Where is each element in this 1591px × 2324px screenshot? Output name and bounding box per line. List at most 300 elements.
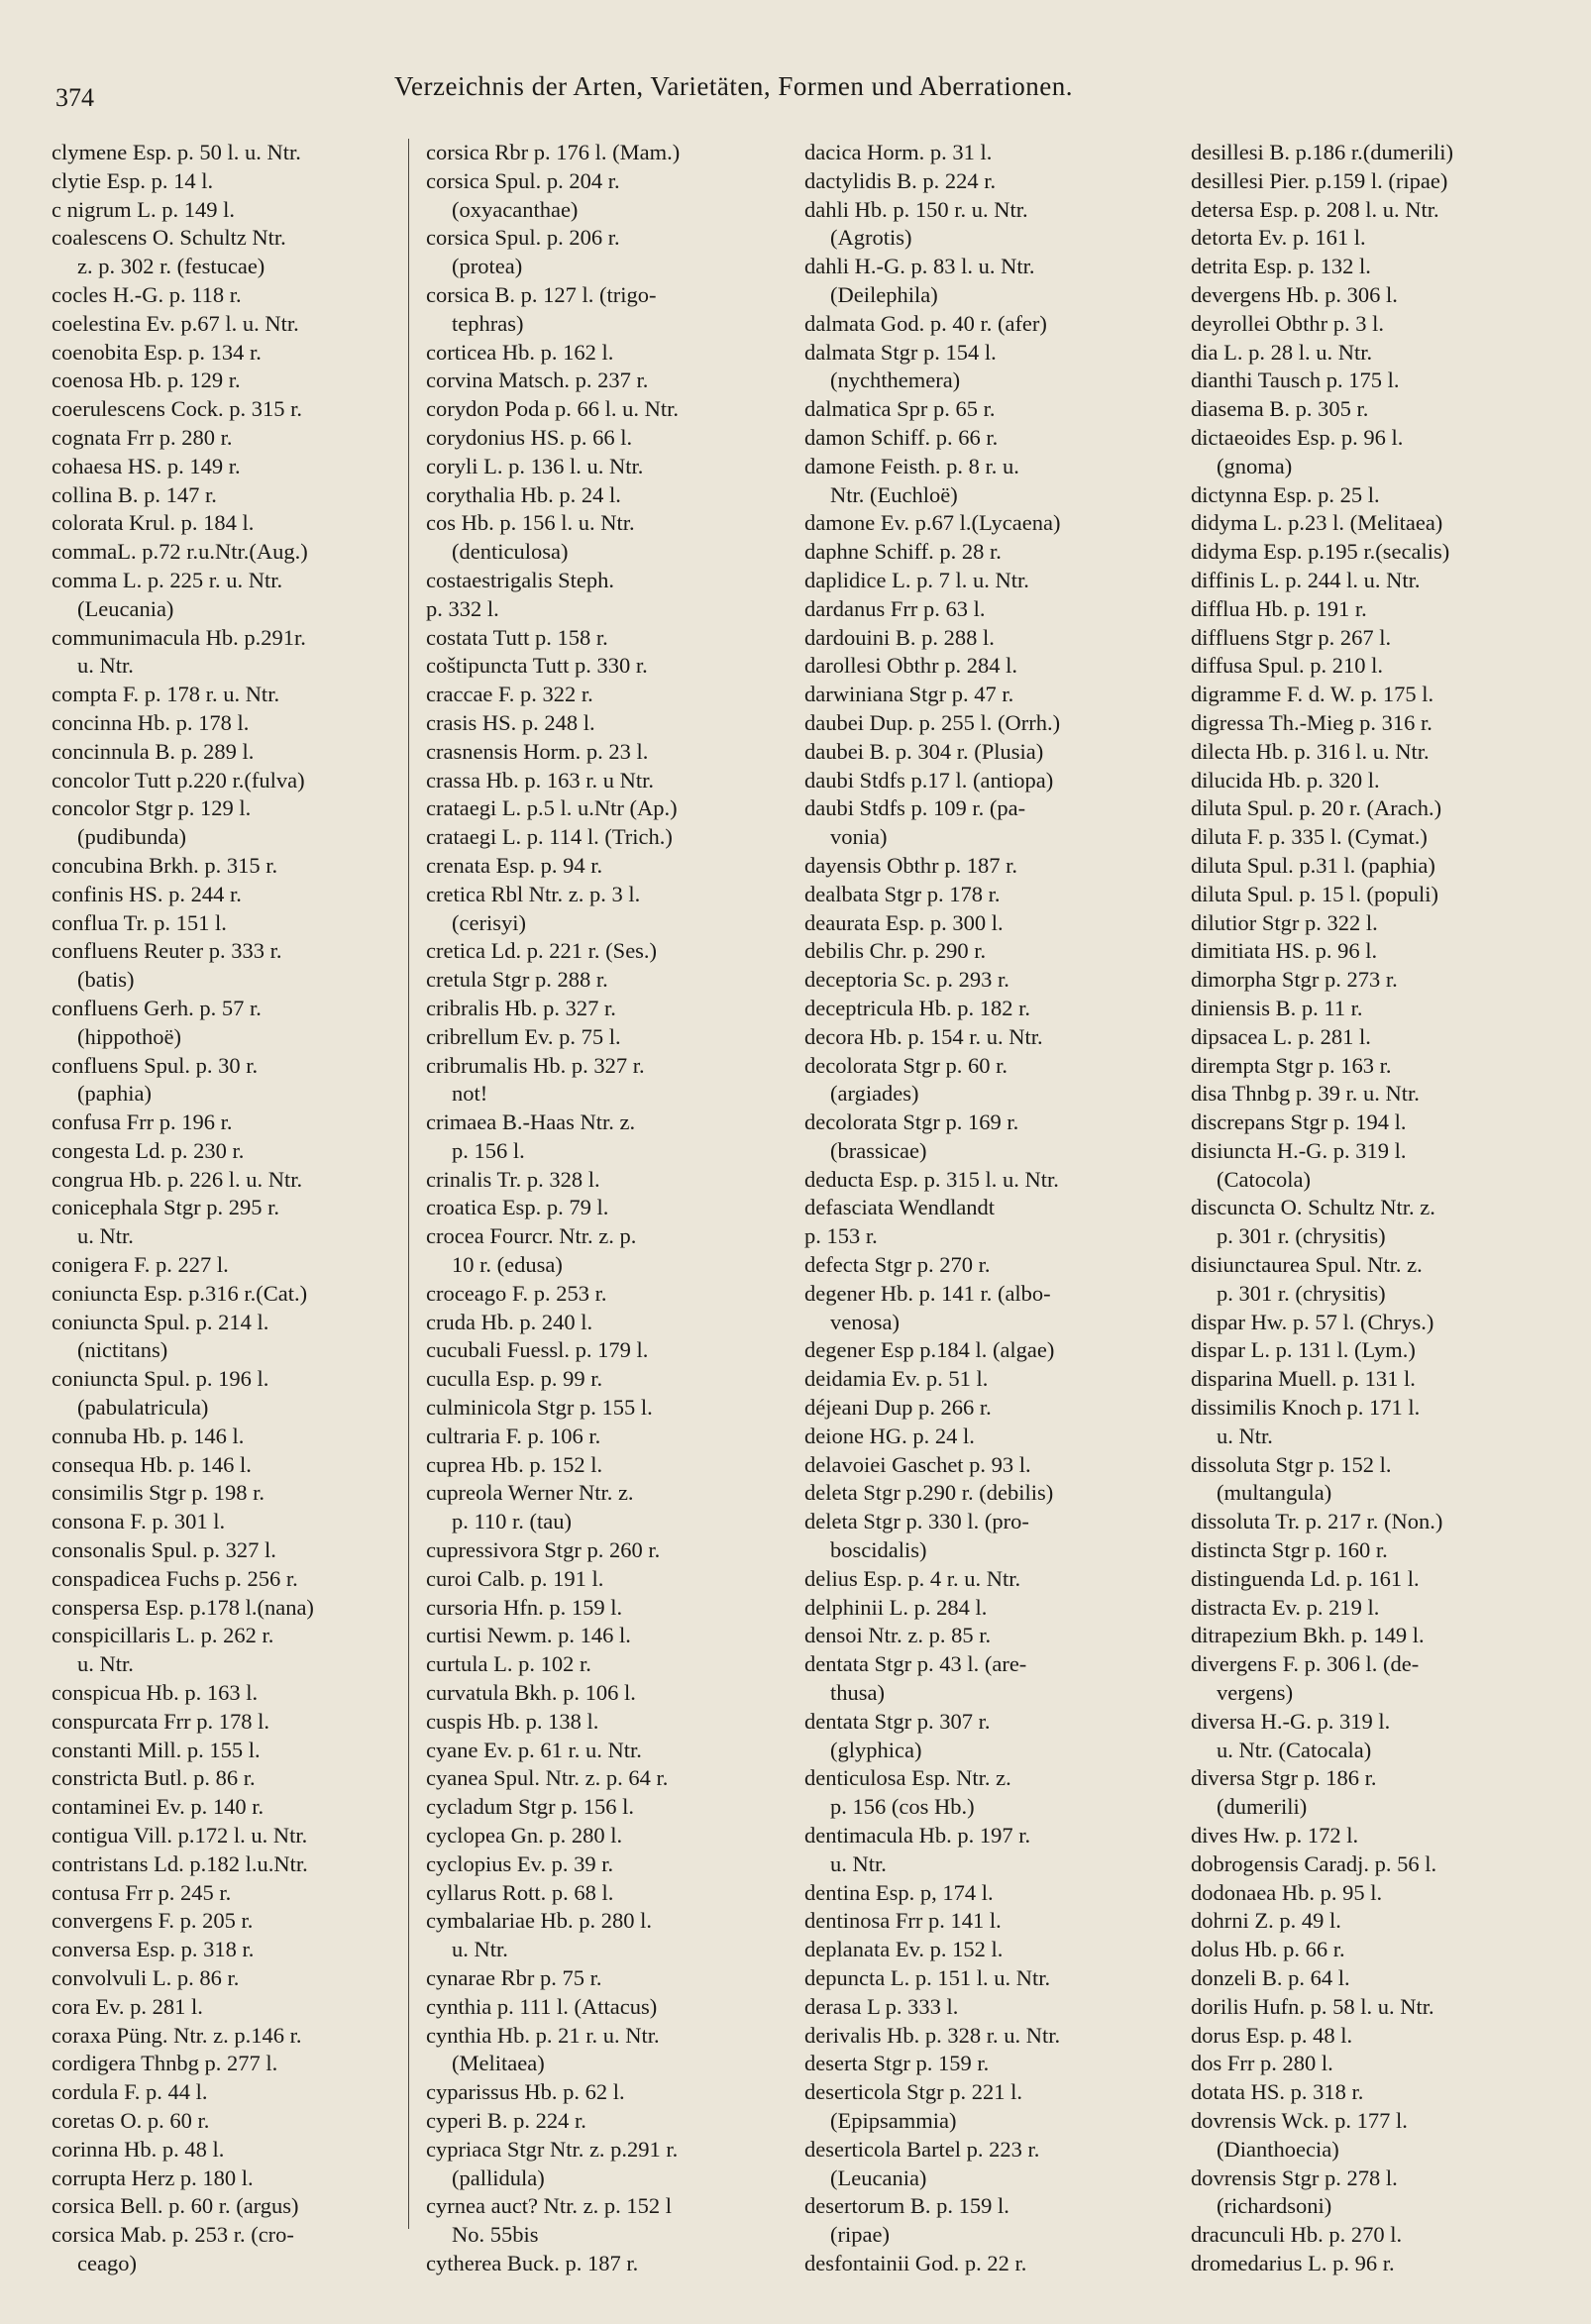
index-entry [426,1737,807,1765]
index-entry [52,1280,433,1309]
entry-continuation: (multangula) [1217,1480,1332,1506]
index-entry [1191,1650,1582,1708]
entry-line: congrua Hb. p. 226 l. u. Ntr. [52,1166,303,1192]
entry-line: cos Hb. p. 156 l. u. Ntr. [426,510,635,536]
index-entry [1191,1194,1582,1251]
entry-line: disa Thnbg p. 39 r. u. Ntr. [1191,1081,1420,1107]
entry-line: corvina Matsch. p. 237 r. [426,368,649,393]
index-entry [1191,1080,1582,1109]
entry-line: corsica B. p. 127 l. (trigo- [426,281,657,307]
entry-continuation: (nychthemera) [830,368,961,393]
index-entry [804,652,1186,681]
entry-line: decolorata Stgr p. 169 r. [804,1109,1019,1135]
index-entry [1191,1964,1582,1993]
index-entry [1191,538,1582,567]
index-entry [52,937,433,995]
index-entry [426,881,807,938]
entry-line: cyanea Spul. Ntr. z. p. 64 r. [426,1765,669,1791]
index-entry [426,1708,807,1737]
index-entry [52,1964,433,1993]
entry-continuation: u. Ntr. [77,1651,134,1677]
entry-continuation: (pudibunda) [77,824,186,850]
index-entry [804,339,1186,396]
entry-line: distinguenda Ld. p. 161 l. [1191,1565,1420,1591]
entry-line: dentinosa Frr p. 141 l. [804,1908,1002,1934]
entry-line: divergens F. p. 306 l. (de- [1191,1651,1420,1677]
entry-line: cytherea Buck. p. 187 r. [426,2250,639,2275]
entry-line: coniuncta Esp. p.316 r.(Cat.) [52,1280,308,1306]
index-entry [52,339,433,368]
entry-line: dodonaea Hb. p. 95 l. [1191,1879,1383,1905]
index-entry [1191,310,1582,339]
entry-line: dardouini B. p. 288 l. [804,624,995,650]
entry-line: coerulescens Cock. p. 315 r. [52,396,303,422]
entry-line: dictynna Esp. p. 25 l. [1191,481,1380,507]
entry-continuation: u. Ntr. [452,1937,508,1962]
entry-line: dimorpha Stgr p. 273 r. [1191,967,1398,993]
index-entry [52,2221,433,2278]
entry-line: defecta Stgr p. 270 r. [804,1252,991,1278]
index-entry [1191,1936,1582,1964]
entry-continuation: (Dianthoecia) [1217,2136,1339,2162]
entry-line: damone Ev. p.67 l.(Lycaena) [804,510,1061,536]
entry-line: cyperi B. p. 224 r. [426,2107,586,2133]
entry-line: cuculla Esp. p. 99 r. [426,1366,603,1392]
entry-continuation: (Catocola) [1217,1166,1311,1192]
entry-line: coniuncta Spul. p. 214 l. [52,1309,269,1334]
index-entry [52,1879,433,1908]
index-entry [426,794,807,823]
entry-line: corsica Spul. p. 204 r. [426,167,620,193]
entry-line: deleta Stgr p. 330 l. (pro- [804,1509,1029,1534]
entry-continuation: p. 301 r. (chrysitis) [1217,1223,1386,1249]
entry-line: concolor Tutt p.220 r.(fulva) [52,767,305,792]
index-entry [804,1479,1186,1508]
index-entry [804,2136,1186,2193]
index-entry [52,1451,433,1480]
index-entry [804,1052,1186,1109]
index-entry [804,1508,1186,1565]
entry-line: deducta Esp. p. 315 l. u. Ntr. [804,1166,1059,1192]
index-entry [804,1565,1186,1594]
entry-continuation: (Deilephila) [830,281,938,307]
entry-line: dahli Hb. p. 150 r. u. Ntr. [804,196,1028,222]
index-entry [52,310,433,339]
entry-line: dissoluta Stgr p. 152 l. [1191,1451,1392,1477]
entry-continuation: (gnoma) [1217,453,1293,478]
entry-line: difflua Hb. p. 191 r. [1191,595,1367,621]
index-entry [426,738,807,767]
entry-line: coenobita Esp. p. 134 r. [52,339,262,365]
index-entry [426,1309,807,1337]
entry-line: costaestrigalis Steph. [426,567,614,592]
index-entry [52,1166,433,1195]
entry-continuation: thusa) [830,1680,885,1706]
entry-line: desertorum B. p. 159 l. [804,2193,1009,2219]
entry-line: distracta Ev. p. 219 l. [1191,1594,1380,1620]
index-entry [52,2022,433,2051]
index-entry [52,681,433,709]
entry-line: desfontainii God. p. 22 r. [804,2250,1027,2275]
entry-line: dactylidis B. p. 224 r. [804,167,997,193]
index-entry [426,1850,807,1879]
index-entry [1191,2078,1582,2107]
entry-line: curoi Calb. p. 191 l. [426,1565,604,1591]
index-entry [426,509,807,567]
entry-line: dahli H.-G. p. 83 l. u. Ntr. [804,254,1035,279]
index-column-3 [804,139,1186,2278]
entry-continuation: (Leucania) [77,595,174,621]
entry-line: crocea Fourcr. Ntr. z. p. [426,1223,637,1249]
entry-line: curtula L. p. 102 r. [426,1651,591,1677]
entry-line: clytie Esp. p. 14 l. [52,167,214,193]
entry-line: confinis HS. p. 244 r. [52,881,242,906]
index-entry [426,281,807,339]
entry-line: cycladum Stgr p. 156 l. [426,1794,634,1820]
entry-line: contristans Ld. p.182 l.u.Ntr. [52,1850,308,1876]
entry-line: dentata Stgr p. 43 l. (are- [804,1651,1027,1677]
index-entry [426,2022,807,2079]
entry-line: dentata Stgr p. 307 r. [804,1708,991,1734]
entry-line: cyclopea Gn. p. 280 l. [426,1823,623,1849]
index-entry [52,367,433,395]
entry-continuation: u. Ntr. [1217,1423,1273,1448]
entry-line: daplidice L. p. 7 l. u. Ntr. [804,567,1029,592]
index-entry [1191,1451,1582,1509]
entry-line: croceago F. p. 253 r. [426,1280,607,1306]
entry-line: clymene Esp. p. 50 l. u. Ntr. [52,140,301,164]
entry-line: corinna Hb. p. 48 l. [52,2136,225,2162]
index-entry [52,1137,433,1166]
entry-continuation: vergens) [1217,1680,1294,1706]
index-entry [426,1964,807,1993]
entry-continuation: vonia) [830,824,888,850]
entry-line: corsica Bell. p. 60 r. (argus) [52,2193,299,2219]
entry-line: coalescens O. Schultz Ntr. [52,225,286,251]
entry-line: dobrogensis Caradj. p. 56 l. [1191,1850,1437,1876]
index-entry [52,2050,433,2078]
index-entry [804,1993,1186,2022]
running-title: Verzeichnis der Arten, Varietäten, Formen und Aberrationen. [394,71,1074,101]
entry-line: deceptoria Sc. p. 293 r. [804,967,1009,993]
index-entry [804,1365,1186,1394]
index-entry [1191,852,1582,881]
entry-line: convolvuli L. p. 86 r. [52,1965,240,1990]
entry-line: constricta Butl. p. 86 r. [52,1765,256,1791]
index-entry [52,2165,433,2193]
index-entry [426,1565,807,1594]
entry-line: debilis Chr. p. 290 r. [804,938,987,964]
entry-line: cuspis Hb. p. 138 l. [426,1708,599,1734]
entry-line: daubei B. p. 304 r. (Plusia) [804,738,1044,764]
entry-line: convergens F. p. 205 r. [52,1908,254,1934]
index-entry [804,167,1186,196]
index-entry [1191,995,1582,1023]
index-entry [52,1109,433,1137]
index-entry [52,196,433,225]
entry-line: diasema B. p. 305 r. [1191,396,1369,422]
index-entry [52,1993,433,2022]
entry-line: coenosa Hb. p. 129 r. [52,368,241,393]
entry-line: cribrellum Ev. p. 75 l. [426,1023,621,1049]
index-entry [804,1394,1186,1423]
entry-line: crasis HS. p. 248 l. [426,709,595,735]
index-entry [1191,1109,1582,1137]
entry-line: ditrapezium Bkh. p. 149 l. [1191,1623,1425,1648]
index-entry [804,595,1186,624]
index-entry [1191,681,1582,709]
index-entry [804,909,1186,938]
entry-line: dotata HS. p. 318 r. [1191,2079,1364,2105]
index-entry [426,2107,807,2136]
entry-line: dealbata Stgr p. 178 r. [804,881,1001,906]
index-entry [426,453,807,481]
index-entry [52,281,433,310]
index-entry [426,1166,807,1195]
entry-continuation: Ntr. (Euchloë) [830,481,958,507]
index-entry [804,794,1186,852]
entry-line: dispar Hw. p. 57 l. (Chrys.) [1191,1309,1434,1334]
index-entry [1191,1309,1582,1337]
index-entry [52,1052,433,1109]
entry-line: cyrnea auct? Ntr. z. p. 152 l [426,2193,673,2219]
entry-line: coštipuncta Tutt p. 330 r. [426,653,648,679]
index-entry [1191,281,1582,310]
entry-line: daubi Stdfs p.17 l. (antiopa) [804,767,1054,792]
entry-line: diffluens Stgr p. 267 l. [1191,624,1392,650]
entry-continuation: (Epipsammia) [830,2107,957,2133]
entry-line: conigera F. p. 227 l. [52,1252,229,1278]
entry-line: deidamia Ev. p. 51 l. [804,1366,989,1392]
entry-line: dracunculi Hb. p. 270 l. [1191,2222,1403,2248]
index-entry [1191,139,1582,167]
entry-line: coretas O. p. 60 r. [52,2107,210,2133]
entry-line: confluens Spul. p. 30 r. [52,1052,259,1078]
entry-line: daubei Dup. p. 255 l. (Orrh.) [804,709,1061,735]
index-entry [804,1251,1186,1280]
entry-line: decora Hb. p. 154 r. u. Ntr. [804,1023,1043,1049]
index-entry [52,2107,433,2136]
entry-line: dilucida Hb. p. 320 l. [1191,767,1380,792]
entry-line: déjeani Dup p. 266 r. [804,1395,992,1421]
index-entry [804,767,1186,795]
index-entry [1191,966,1582,995]
entry-line: dia L. p. 28 l. u. Ntr. [1191,339,1373,365]
entry-line: darwiniana Stgr p. 47 r. [804,682,1014,707]
entry-line: diluta Spul. p. 20 r. (Arach.) [1191,795,1442,821]
index-entry [1191,823,1582,852]
entry-continuation: u. Ntr. [77,1223,134,1249]
index-entry [52,738,433,767]
entry-line: desillesi Pier. p.159 l. (ripae) [1191,167,1448,193]
entry-continuation: (pallidula) [452,2165,545,2190]
entry-continuation: u. Ntr. (Catocala) [1217,1737,1372,1762]
index-entry [1191,767,1582,795]
index-entry [804,1708,1186,1765]
entry-line: dorilis Hufn. p. 58 l. u. Ntr. [1191,1993,1434,2019]
index-entry [52,1850,433,1879]
entry-continuation: u. Ntr. [77,653,134,679]
entry-continuation: (richardsoni) [1217,2193,1332,2219]
entry-continuation: (ripae) [830,2222,890,2248]
index-entry [52,852,433,881]
entry-continuation: (protea) [452,254,523,279]
index-entry [52,1708,433,1737]
index-entry [426,1394,807,1423]
index-entry [804,1423,1186,1451]
index-entry [426,1280,807,1309]
index-column-1 [52,139,433,2278]
entry-line: conversa Esp. p. 318 r. [52,1937,255,1962]
index-entry [1191,652,1582,681]
entry-line: donzeli B. p. 64 l. [1191,1965,1350,1990]
index-entry [1191,424,1582,481]
index-entry [52,424,433,453]
index-entry [1191,1508,1582,1536]
entry-line: densoi Ntr. z. p. 85 r. [804,1623,992,1648]
entry-line: dictaeoides Esp. p. 96 l. [1191,424,1404,450]
entry-line: deceptricula Hb. p. 182 r. [804,995,1031,1020]
entry-line: diffinis L. p. 244 l. u. Ntr. [1191,567,1421,592]
index-entry [52,1309,433,1366]
entry-line: c nigrum L. p. 149 l. [52,196,235,222]
entry-line: cyclopius Ev. p. 39 r. [426,1850,614,1876]
entry-line: cypriaca Stgr Ntr. z. p.291 r. [426,2136,679,2162]
index-entry [426,167,807,225]
index-entry [804,424,1186,453]
entry-line: cymbalariae Hb. p. 280 l. [426,1908,653,1934]
entry-continuation: p. 156 l. [452,1137,525,1163]
index-entry [1191,2050,1582,2078]
entry-line: conflua Tr. p. 151 l. [52,909,227,935]
index-entry [426,567,807,624]
entry-line: conspurcata Frr p. 178 l. [52,1708,269,1734]
index-entry [426,481,807,510]
index-entry [804,310,1186,339]
index-entry [1191,196,1582,225]
index-entry [52,1565,433,1594]
entry-continuation: (cerisyi) [452,909,526,935]
entry-line: cyparissus Hb. p. 62 l. [426,2079,625,2105]
index-entry [804,1907,1186,1936]
index-entry [52,767,433,795]
index-entry [426,1109,807,1166]
index-entry [426,224,807,281]
entry-line: disiunctaurea Spul. Ntr. z. [1191,1252,1423,1278]
entry-line: conspicua Hb. p. 163 l. [52,1680,259,1706]
index-entry [426,2136,807,2193]
entry-line: concolor Stgr p. 129 l. [52,795,252,821]
index-entry [1191,2221,1582,2250]
entry-line: crenata Esp. p. 94 r. [426,852,603,878]
entry-line: crimaea B.-Haas Ntr. z. [426,1109,636,1135]
index-entry [1191,253,1582,281]
entry-line: crataegi L. p. 114 l. (Trich.) [426,824,673,850]
entry-line: deserticola Bartel p. 223 r. [804,2136,1040,2162]
index-entry [426,852,807,881]
entry-line: cretica Rbl Ntr. z. p. 3 l. [426,881,641,906]
entry-line: cocles H.-G. p. 118 r. [52,281,242,307]
index-entry [1191,339,1582,368]
entry-line: cruda Hb. p. 240 l. [426,1309,593,1334]
index-entry [1191,509,1582,538]
entry-line: culminicola Stgr p. 155 l. [426,1395,653,1421]
entry-line: cretica Ld. p. 221 r. (Ses.) [426,938,658,964]
entry-line: confluens Reuter p. 333 r. [52,938,282,964]
index-entry [1191,567,1582,595]
index-entry [426,1679,807,1708]
entry-line: commaL. p.72 r.u.Ntr.(Aug.) [52,539,308,565]
entry-line: cyllarus Rott. p. 68 l. [426,1879,614,1905]
entry-line: dentina Esp. p, 174 l. [804,1879,994,1905]
index-entry [804,453,1186,510]
index-entry [804,567,1186,595]
entry-line: damone Feisth. p. 8 r. u. [804,453,1019,478]
entry-line: cynthia Hb. p. 21 r. u. Ntr. [426,2022,660,2048]
index-entry [52,881,433,909]
entry-line: dayensis Obthr p. 187 r. [804,852,1017,878]
index-entry [52,1194,433,1251]
entry-line: costata Tutt p. 158 r. [426,624,608,650]
index-entry [52,1508,433,1536]
entry-line: cucubali Fuessl. p. 179 l. [426,1337,649,1363]
entry-continuation: boscidalis) [830,1537,927,1563]
entry-line: collina B. p. 147 r. [52,481,217,507]
index-entry [426,1764,807,1793]
entry-continuation: u. Ntr. [830,1850,887,1876]
entry-line: dilecta Hb. p. 316 l. u. Ntr. [1191,738,1430,764]
entry-line: dovrensis Stgr p. 278 l. [1191,2165,1398,2190]
entry-line: contigua Vill. p.172 l. u. Ntr. [52,1823,308,1849]
entry-line: diniensis B. p. 11 r. [1191,995,1363,1020]
index-entry [426,1907,807,1964]
index-entry [52,1764,433,1793]
entry-line: corrupta Herz p. 180 l. [52,2165,254,2190]
index-entry [1191,1023,1582,1052]
entry-line: comma L. p. 225 r. u. Ntr. [52,567,283,592]
entry-line: cribralis Hb. p. 327 r. [426,995,616,1020]
entry-line: cribrumalis Hb. p. 327 r. [426,1052,645,1078]
entry-line: didyma L. p.23 l. (Melitaea) [1191,510,1443,536]
entry-continuation: tephras) [452,310,524,336]
index-entry [804,966,1186,995]
index-entry [804,1879,1186,1908]
index-entry [804,2050,1186,2078]
entry-continuation: (dumerili) [1217,1794,1308,1820]
index-entry [804,937,1186,966]
entry-continuation: (nictitans) [77,1337,168,1363]
entry-line: consona F. p. 301 l. [52,1509,226,1534]
index-entry [426,139,807,167]
index-entry [52,1622,433,1679]
entry-continuation: (Melitaea) [452,2051,545,2076]
index-column-4 [1191,139,1582,2278]
entry-line: contaminei Ev. p. 140 r. [52,1794,265,1820]
index-entry [804,709,1186,738]
index-entry [804,624,1186,653]
entry-line: connuba Hb. p. 146 l. [52,1423,245,1448]
entry-line: dispar L. p. 131 l. (Lym.) [1191,1337,1416,1363]
entry-line: cora Ev. p. 281 l. [52,1993,203,2019]
index-entry [426,1336,807,1365]
entry-line: cupressivora Stgr p. 260 r. [426,1537,661,1563]
index-entry [426,2078,807,2107]
entry-continuation: z. p. 302 r. (festucae) [77,254,265,279]
index-entry [804,1109,1186,1166]
entry-line: dohrni Z. p. 49 l. [1191,1908,1341,1934]
index-entry [426,1451,807,1480]
entry-line: delius Esp. p. 4 r. u. Ntr. [804,1565,1021,1591]
